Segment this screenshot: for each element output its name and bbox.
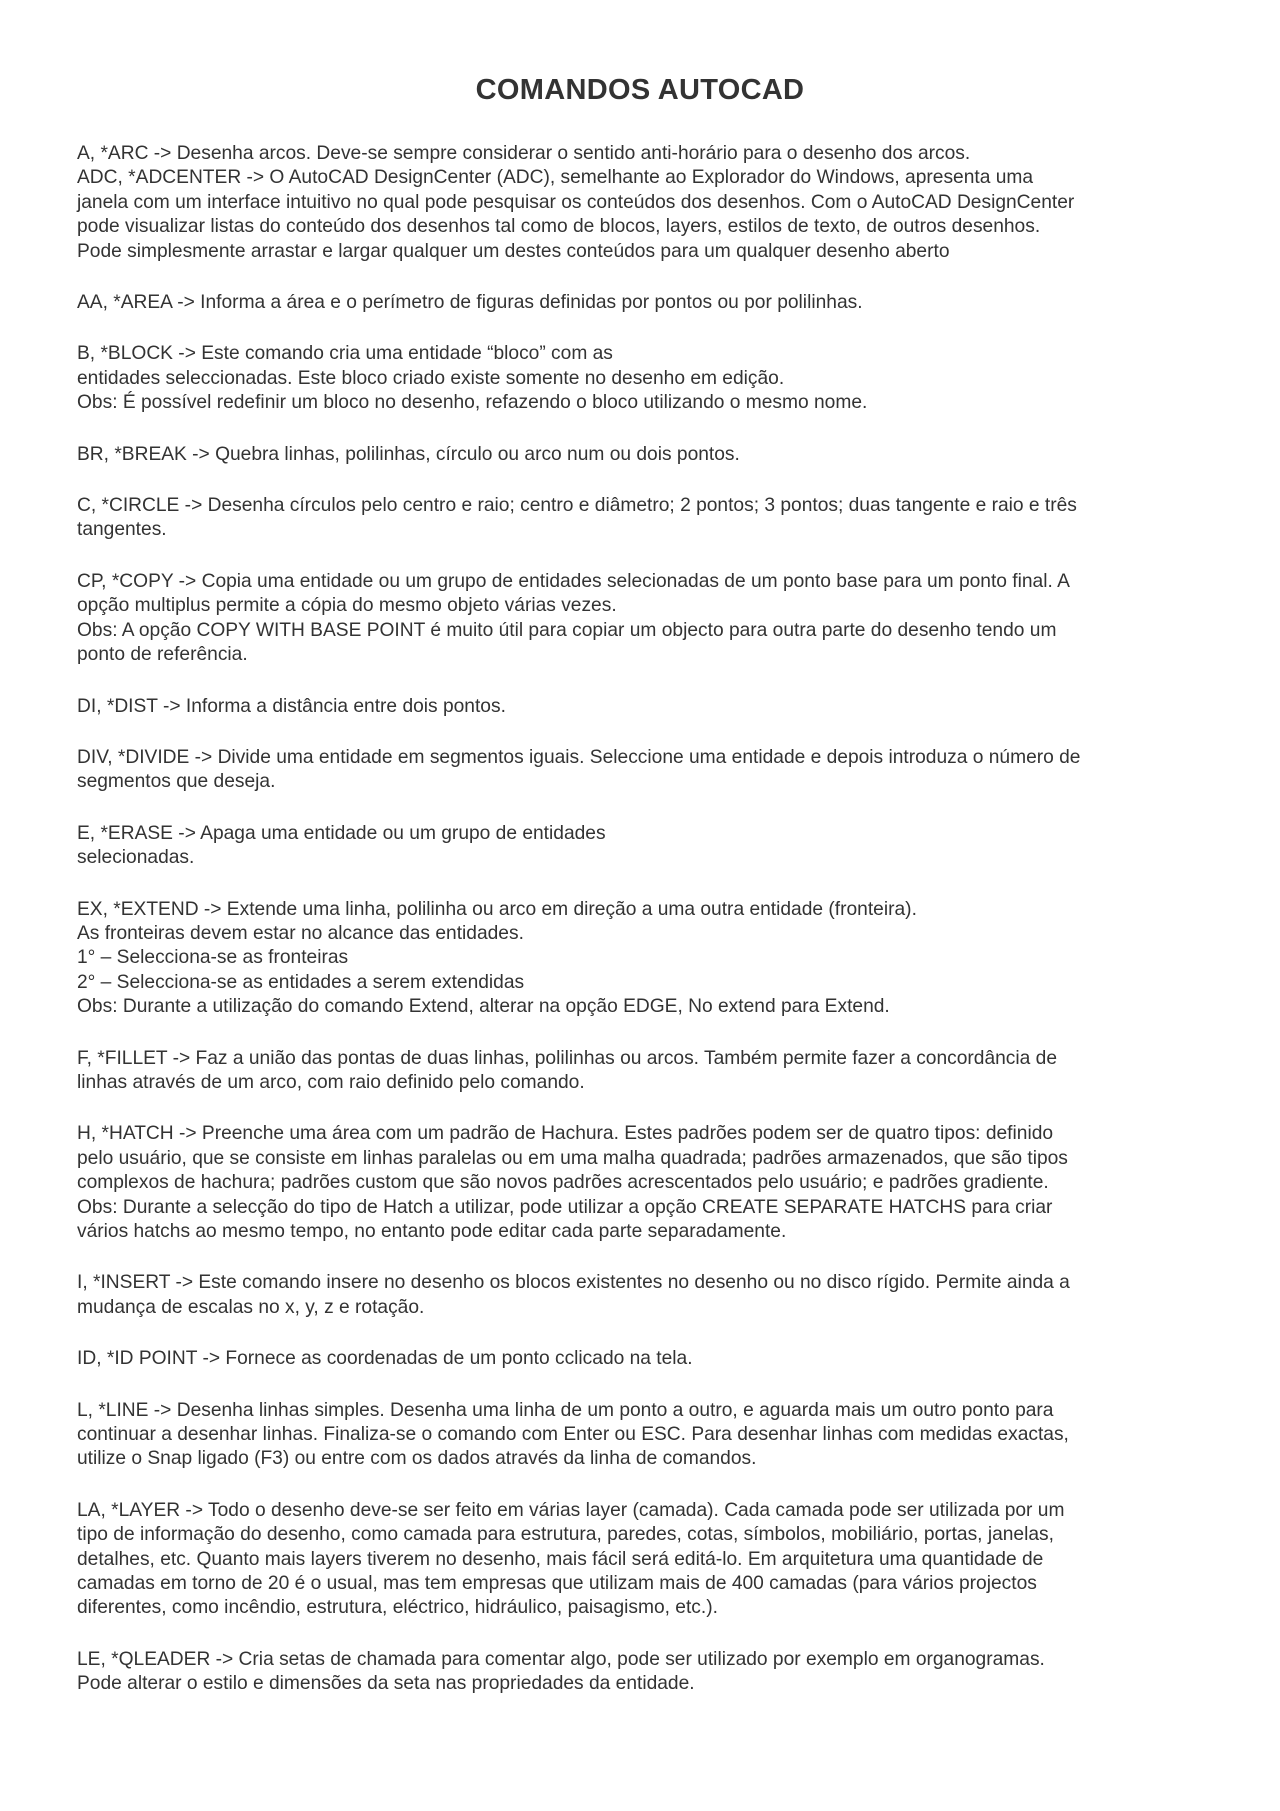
command-entry xyxy=(77,494,1212,543)
command-entry xyxy=(77,1271,1212,1320)
document-body xyxy=(77,142,1212,1724)
text-line: E, *ERASE -> Apaga uma entidade ou um grupo de entidades xyxy=(77,822,606,844)
text-line: janela com um interface intuitivo no qual pode pesquisar os conteúdos dos desenhos. Com o AutoCAD DesignCenter xyxy=(77,191,1075,213)
text-line: selecionadas. xyxy=(77,847,195,869)
text-line: pode visualizar listas do conteúdo dos desenhos tal como de blocos, layers, estilos de texto, de outros desenhos. xyxy=(77,216,1041,238)
text-line: opção multiplus permite a cópia do mesmo objeto várias vezes. xyxy=(77,595,617,617)
text-line: AA, *AREA -> Informa a área e o perímetro de figuras definidas por pontos ou por polilinhas. xyxy=(77,292,863,314)
command-entry xyxy=(77,570,1212,668)
command-entry xyxy=(77,1499,1212,1621)
text-line: continuar a desenhar linhas. Finaliza-se o comando com Enter ou ESC. Para desenhar linhas com medidas exactas, xyxy=(77,1424,1069,1446)
text-line: L, *LINE -> Desenha linhas simples. Desenha uma linha de um ponto a outro, e aguarda mais um outro ponto para xyxy=(77,1399,1054,1421)
text-line: LE, *QLEADER -> Cria setas de chamada para comentar algo, pode ser utilizado por exemplo em organogramas. xyxy=(77,1648,1045,1670)
text-line: Obs: É possível redefinir um bloco no desenho, refazendo o bloco utilizando o mesmo nome. xyxy=(77,392,868,414)
text-line: vários hatchs ao mesmo tempo, no entanto pode editar cada parte separadamente. xyxy=(77,1221,787,1242)
text-line: linhas através de um arco, com raio definido pelo comando. xyxy=(77,1071,585,1093)
text-line: segmentos que deseja. xyxy=(77,771,276,793)
command-entry xyxy=(77,1399,1212,1472)
text-line: ID, *ID POINT -> Fornece as coordenadas de um ponto cclicado na tela. xyxy=(77,1348,693,1370)
text-line: tipo de informação do desenho, como camada para estrutura, paredes, cotas, símbolos, mobiliário, portas, janelas, xyxy=(77,1524,1054,1546)
text-line: C, *CIRCLE -> Desenha círculos pelo centro e raio; centro e diâmetro; 2 pontos; 3 pontos; duas tangente e raio e três xyxy=(77,495,1077,517)
text-line: diferentes, como incêndio, estrutura, eléctrico, hidráulico, paisagismo, etc.). xyxy=(77,1597,718,1619)
text-line: As fronteiras devem estar no alcance das entidades. xyxy=(77,922,524,944)
command-entry xyxy=(77,1047,1212,1096)
text-line: CP, *COPY -> Copia uma entidade ou um grupo de entidades selecionadas de um ponto base para um ponto final. A xyxy=(77,570,1070,592)
text-line: DI, *DIST -> Informa a distância entre dois pontos. xyxy=(77,695,506,717)
command-entry xyxy=(77,695,1212,719)
text-line: EX, *EXTEND -> Extende uma linha, polilinha ou arco em direção a uma outra entidade (fronteira). xyxy=(77,898,917,920)
text-line: B, *BLOCK -> Este comando cria uma entidade “bloco” com as xyxy=(77,343,613,365)
text-line: tangentes. xyxy=(77,519,167,541)
command-entry xyxy=(77,1648,1212,1697)
text-line: Obs: Durante a utilização do comando Extend, alterar na opção EDGE, No extend para Extend. xyxy=(77,996,890,1018)
text-line: DIV, *DIVIDE -> Divide uma entidade em segmentos iguais. Seleccione uma entidade e depois introduza o número de xyxy=(77,746,1081,768)
command-entry xyxy=(77,142,1212,264)
text-line: I, *INSERT -> Este comando insere no desenho os blocos existentes no desenho ou no disco rígido. Permite ainda a xyxy=(77,1272,1070,1294)
command-entry xyxy=(77,342,1212,415)
text-line: Obs: Durante a selecção do tipo de Hatch a utilizar, pode utilizar a opção CREATE SEPARATE HATCHS para criar xyxy=(77,1196,1053,1218)
command-entry xyxy=(77,822,1212,871)
command-entry xyxy=(77,443,1212,467)
command-entry xyxy=(77,746,1212,795)
command-entry xyxy=(77,1347,1212,1371)
text-line: 1° – Selecciona-se as fronteiras xyxy=(77,947,349,969)
text-line: utilize o Snap ligado (F3) ou entre com os dados através da linha de comandos. xyxy=(77,1448,757,1470)
text-line: Pode alterar o estilo e dimensões da seta nas propriedades da entidade. xyxy=(77,1673,695,1695)
text-line: LA, *LAYER -> Todo o desenho deve-se ser feito em várias layer (camada). Cada camada pode ser utilizada por um xyxy=(77,1499,1065,1521)
text-line: 2° – Selecciona-se as entidades a serem extendidas xyxy=(77,971,525,993)
text-line: ADC, *ADCENTER -> O AutoCAD DesignCenter (ADC), semelhante ao Explorador do Windows, apresenta uma xyxy=(77,167,1034,189)
text-line: entidades seleccionadas. Este bloco criado existe somente no desenho em edição. xyxy=(77,367,785,389)
text-line: F, *FILLET -> Faz a união das pontas de duas linhas, polilinhas ou arcos. Também permite fazer a concordância de xyxy=(77,1047,1058,1069)
text-line: A, *ARC -> Desenha arcos. Deve-se sempre considerar o sentido anti-horário para o desenho dos arcos. xyxy=(77,143,971,164)
text-line: mudança de escalas no x, y, z e rotação. xyxy=(77,1296,425,1318)
text-line: complexos de hachura; padrões custom que são novos padrões acrescentados pelo usuário; e padrões gradiente. xyxy=(77,1172,1049,1194)
text-line: BR, *BREAK -> Quebra linhas, polilinhas, círculo ou arco num ou dois pontos. xyxy=(77,443,740,465)
command-entry xyxy=(77,1122,1212,1244)
text-line: pelo usuário, que se consiste em linhas paralelas ou em uma malha quadrada; padrões armazenados, que são tipos xyxy=(77,1147,1068,1169)
command-entry xyxy=(77,291,1212,315)
text-line: detalhes, etc. Quanto mais layers tiverem no desenho, mais fácil será editá-lo. Em arquitetura uma quantidade de xyxy=(77,1548,1044,1570)
page-title: COMANDOS AUTOCAD xyxy=(475,74,805,106)
text-line: Obs: A opção COPY WITH BASE POINT é muito útil para copiar um objecto para outra parte do desenho tendo um xyxy=(77,619,1057,641)
command-entry xyxy=(77,898,1212,1020)
text-line: ponto de referência. xyxy=(77,644,248,666)
text-line: Pode simplesmente arrastar e largar qualquer um destes conteúdos para um qualquer desenho aberto xyxy=(77,240,950,262)
text-line: camadas em torno de 20 é o usual, mas tem empresas que utilizam mais de 400 camadas (para vários projectos xyxy=(77,1573,1037,1595)
text-line: H, *HATCH -> Preenche uma área com um padrão de Hachura. Estes padrões podem ser de quatro tipos: definido xyxy=(77,1123,1054,1145)
